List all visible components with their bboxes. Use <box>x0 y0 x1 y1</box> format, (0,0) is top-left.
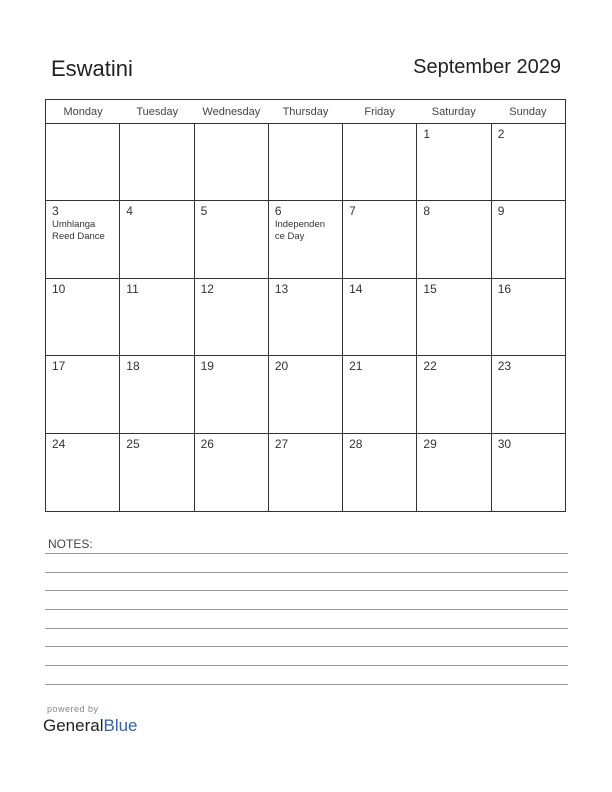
day-cell <box>46 201 120 277</box>
day-number: 8 <box>423 204 431 219</box>
notes-line <box>45 646 568 647</box>
notes-line <box>45 665 568 666</box>
day-number: 14 <box>349 281 363 296</box>
day-number: 25 <box>126 436 140 451</box>
day-cell <box>120 279 194 355</box>
day-number: 18 <box>126 359 140 374</box>
day-cell <box>46 356 120 432</box>
day-cell <box>417 124 491 200</box>
day-number: 6 <box>274 204 282 219</box>
notes-label: NOTES: <box>48 537 93 551</box>
day-number: 19 <box>200 359 214 374</box>
day-number: 10 <box>52 281 66 296</box>
day-cell <box>492 124 565 200</box>
day-number: 9 <box>497 204 505 219</box>
day-cell <box>120 201 194 277</box>
day-cell <box>195 356 269 432</box>
brand-blue: Blue <box>103 716 138 735</box>
day-cell <box>492 201 565 277</box>
day-cell <box>46 124 120 200</box>
day-number: 20 <box>274 359 289 374</box>
day-cell <box>343 279 417 355</box>
day-number: 1 <box>423 127 431 141</box>
calendar-week-row <box>46 356 565 433</box>
day-number: 29 <box>423 436 437 451</box>
day-cell <box>46 434 120 511</box>
day-cell <box>343 201 417 277</box>
brand-general: General <box>43 716 104 735</box>
notes-line <box>45 684 568 685</box>
weeks-container <box>46 124 565 511</box>
weekday-header: Wednesday <box>202 106 261 118</box>
weekday-header-row <box>46 100 565 124</box>
day-cell <box>195 201 269 277</box>
day-number: 22 <box>423 359 437 374</box>
day-number: 23 <box>497 359 512 374</box>
calendar-grid <box>45 99 566 512</box>
day-cell <box>46 279 120 355</box>
day-cell <box>195 279 269 355</box>
day-number: 7 <box>349 204 356 219</box>
day-cell <box>343 124 417 200</box>
calendar-week-row <box>46 201 565 278</box>
day-cell <box>120 124 194 200</box>
calendar-week-row <box>46 279 565 356</box>
calendar-week-row <box>46 124 565 201</box>
weekday-header: Thursday <box>282 106 329 118</box>
day-cell <box>417 201 491 277</box>
day-cell <box>343 356 417 432</box>
weekday-header: Saturday <box>431 106 476 118</box>
day-number: 28 <box>349 436 363 451</box>
day-cell <box>195 124 269 200</box>
holiday-label: ce Day <box>274 231 305 243</box>
generalblue-logo <box>43 716 138 736</box>
notes-line <box>45 628 568 629</box>
day-number: 11 <box>126 281 139 296</box>
notes-line <box>45 590 568 591</box>
day-number: 26 <box>200 436 214 451</box>
notes-line <box>45 553 568 554</box>
notes-line <box>45 572 568 573</box>
day-cell <box>195 434 269 511</box>
notes-line <box>45 609 568 610</box>
day-cell <box>269 356 343 432</box>
day-number: 16 <box>497 281 512 296</box>
weekday-header: Friday <box>364 106 395 118</box>
weekday-header: Tuesday <box>136 106 179 118</box>
day-number: 30 <box>497 436 512 451</box>
day-number: 24 <box>52 436 66 451</box>
day-cell <box>492 434 565 511</box>
month-year-title: September 2029 <box>413 56 561 78</box>
day-cell <box>417 356 491 432</box>
day-cell <box>120 434 194 511</box>
country-title: Eswatini <box>51 56 133 81</box>
day-cell <box>417 434 491 511</box>
day-cell <box>269 201 343 277</box>
day-number: 5 <box>200 204 208 219</box>
day-cell <box>492 356 565 432</box>
day-number: 4 <box>126 204 133 219</box>
day-number: 13 <box>274 281 289 296</box>
day-cell <box>269 434 343 511</box>
holiday-label: Umhlanga <box>52 219 96 231</box>
holiday-label: Reed Dance <box>52 231 105 243</box>
day-number: 12 <box>200 281 214 296</box>
day-number: 27 <box>274 436 289 451</box>
day-cell <box>492 279 565 355</box>
day-cell <box>343 434 417 511</box>
day-number: 3 <box>52 204 59 219</box>
day-number: 17 <box>52 359 66 374</box>
day-number: 21 <box>349 359 363 374</box>
day-cell <box>269 124 343 200</box>
calendar-week-row <box>46 434 565 511</box>
day-cell <box>120 356 194 432</box>
powered-by-text: powered by <box>47 704 99 714</box>
day-cell <box>269 279 343 355</box>
day-number: 2 <box>497 127 505 141</box>
day-cell <box>417 279 491 355</box>
weekday-header: Sunday <box>509 106 547 118</box>
weekday-header: Monday <box>63 106 103 118</box>
day-number: 15 <box>423 281 437 296</box>
holiday-label: Independen <box>274 219 326 231</box>
